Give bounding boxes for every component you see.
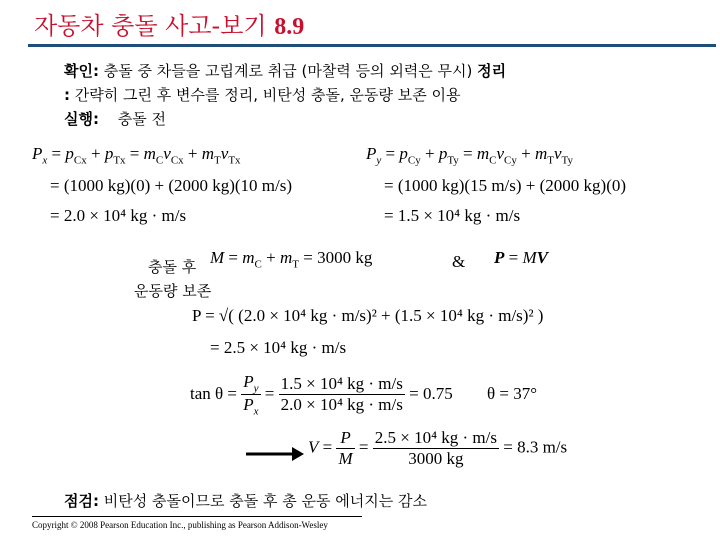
tan-fraction-values: $\frac{\text{1.5 × 10⁴ kg · m/s}}{\text{2.0 × 10⁴ kg · m/s}}$	[280, 374, 403, 415]
px-equation-line2: = (1000 kg)(0) + (2000 kg)(10 m/s)	[50, 176, 293, 195]
tan-fraction-symbolic: $\frac{P_y}{P_x}$	[243, 372, 259, 418]
copyright: Copyright © 2008 Pearson Education Inc., publishing as Pearson Addison-Wesley	[32, 520, 328, 530]
organize-label: 정리	[477, 62, 507, 80]
px-equation-line3: = 2.0 × 10⁴ kg · m/s	[50, 206, 187, 225]
velocity-result: = 8.3 m/s	[503, 437, 568, 457]
ampersand: &	[452, 252, 466, 271]
execute-line	[64, 108, 166, 129]
check-text: 비탄성 충돌이므로 충돌 후 총 운동 에너지는 감소	[98, 492, 427, 510]
momentum-magnitude-result: = 2.5 × 10⁴ kg · m/s	[210, 338, 347, 357]
py-equation-line2: = (1000 kg)(15 m/s) + (2000 kg)(0)	[384, 176, 627, 195]
px-equation-line1: $P_x = p_{Cx} + p_{Tx} = m_Cv_{Cx} + m_Tv_{Tx}$	[32, 144, 241, 167]
footer-divider	[32, 516, 362, 517]
after-label: 충돌 후	[148, 258, 197, 276]
title-number: 8.9	[274, 14, 305, 40]
angle-result: θ = 37°	[486, 383, 537, 403]
check-line	[64, 490, 427, 511]
confirm-text: 충돌 중 차들을 고립계로 취급 (마찰력 등의 외력은 무시)	[98, 62, 473, 80]
execute-label: 실행:	[64, 110, 99, 128]
vector-momentum-equation: P = MV	[494, 248, 548, 267]
right-arrow-icon	[244, 444, 306, 464]
before-label: 충돌 전	[117, 110, 167, 128]
py-equation-line3: = 1.5 × 10⁴ kg · m/s	[384, 206, 521, 225]
py-equation-line1: $P_y = p_{Cy} + p_{Ty} = m_Cv_{Cy} + m_Tv_{Ty}$	[366, 144, 573, 167]
organize-text: 간략히 그린 후 변수를 정리, 비탄성 충돌, 운동량 보존 이용	[70, 86, 461, 104]
check-label: 점검:	[64, 492, 99, 510]
velocity-equation: V = $\frac{P}{M}$ = $\frac{\text{2.5 × 10⁴ kg · m/s}}{3000 kg}$ = 8.3 m/s	[308, 428, 568, 468]
slide-title	[34, 6, 304, 41]
tan-theta-equation: tan θ = $\frac{P_y}{P_x}$ = $\frac{\text{1.5 × 10⁴ kg · m/s}}{\text{2.0 × 10⁴ kg · m/s}}$ = 0.75 θ = 37°	[190, 372, 537, 418]
tan-result: = 0.75	[409, 383, 453, 403]
organize-colon: :	[64, 86, 70, 104]
confirm-label: 확인:	[64, 62, 99, 80]
momentum-magnitude-equation: P = √( (2.0 × 10⁴ kg · m/s)² + (1.5 × 10⁴ kg · m/s)² )	[192, 306, 544, 325]
conservation-label: 운동량 보존	[134, 282, 212, 300]
title-divider	[28, 44, 716, 47]
total-mass-value: = 3000 kg	[303, 248, 373, 267]
velocity-fraction-values: $\frac{\text{2.5 × 10⁴ kg · m/s}}{3000 kg}$	[374, 428, 497, 468]
total-mass-equation: $M = m_C + m_T = 3000$ kg	[210, 248, 373, 271]
velocity-fraction-symbolic: $\frac{P}{M}$	[338, 428, 353, 468]
confirm-line	[64, 60, 506, 81]
organize-line	[64, 84, 461, 105]
title-text: 자동차 충돌 사고-보기	[34, 12, 267, 40]
